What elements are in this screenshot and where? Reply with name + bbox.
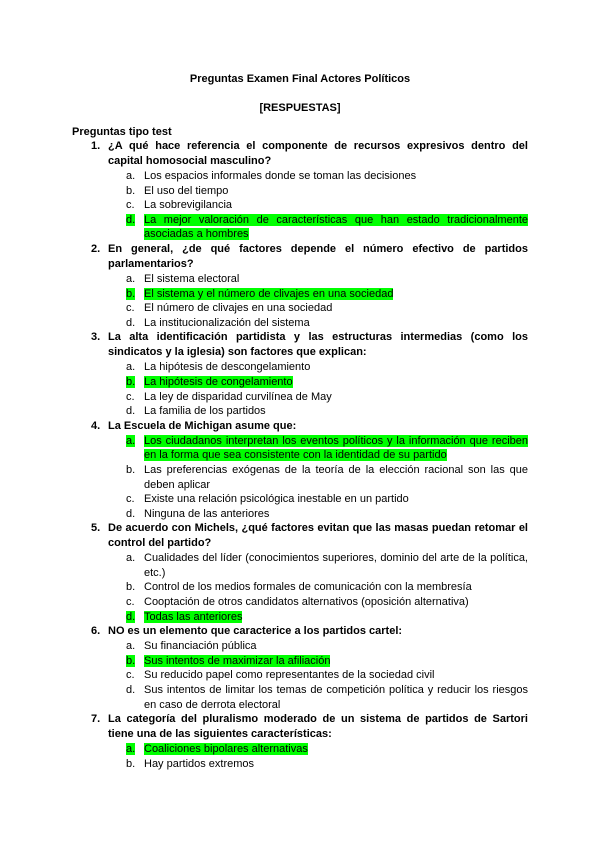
option-letter: d. (126, 213, 136, 226)
option-letter: a. (126, 552, 136, 565)
option-letter: a. (126, 640, 136, 653)
option-item (0, 316, 600, 331)
option-text: Sus intentos de limitar los temas de competición política y reducir los riesgos en caso de derrota electoral (144, 684, 528, 711)
option-letter: c. (126, 669, 135, 682)
option-text: Coaliciones bipolares alternativas (144, 743, 308, 756)
question-number: 3. (91, 331, 101, 344)
question-text: La categoría del pluralismo moderado de un sistema de partidos de Sartori tiene una de las siguientes características: (108, 713, 528, 741)
option-text: Existe una relación psicológica inestable en un partido (144, 493, 409, 506)
option-letter: b. (126, 287, 136, 300)
option-item (0, 301, 600, 316)
option-item (0, 595, 600, 610)
option-text: Cooptación de otros candidatos alternativos (oposición alternativa) (144, 596, 469, 609)
question-2 (0, 242, 600, 330)
correct-option (0, 654, 600, 669)
correct-option (0, 287, 600, 302)
option-text: La institucionalización del sistema (144, 316, 310, 329)
question-text: De acuerdo con Michels, ¿qué factores evitan que las masas puedan retomar el control del partido? (108, 522, 528, 550)
option-text: Todas las anteriores (144, 610, 243, 623)
correct-option (0, 742, 600, 757)
option-item (0, 272, 600, 287)
option-list (0, 639, 600, 712)
question-number: 6. (91, 625, 101, 638)
option-letter: a. (126, 743, 136, 756)
option-item (0, 169, 600, 184)
option-text: El sistema electoral (144, 272, 240, 285)
option-text: La hipótesis de descongelamiento (144, 361, 311, 374)
option-letter: d. (126, 316, 136, 329)
option-item (0, 390, 600, 405)
option-letter: a. (126, 272, 136, 285)
question-5 (0, 521, 600, 624)
question-text: En general, ¿de qué factores depende el número efectivo de partidos parlamentarios? (108, 242, 528, 270)
option-letter: d. (126, 507, 136, 520)
question-list (0, 139, 600, 771)
option-letter: a. (126, 170, 136, 182)
question-number: 2. (91, 242, 101, 255)
option-text: Los espacios informales donde se toman las decisiones (144, 170, 417, 182)
option-letter: c. (126, 596, 135, 609)
document-title: Preguntas Examen Final Actores Políticos (189, 73, 411, 85)
option-letter: a. (126, 434, 136, 447)
option-list (0, 551, 600, 624)
option-item (0, 463, 600, 492)
question-7 (0, 712, 600, 771)
option-letter: d. (126, 405, 136, 418)
option-text: Los ciudadanos interpretan los eventos políticos y la información que reciben en la forma que sea consistente con la identidad de su partido (144, 434, 528, 462)
option-list (0, 360, 600, 418)
option-text: La ley de disparidad curvilínea de May (144, 390, 332, 403)
question-number: 7. (91, 713, 101, 726)
option-item (0, 404, 600, 419)
option-text: La sobrevigilancia (144, 199, 233, 212)
correct-option (0, 610, 600, 625)
question-number: 4. (91, 419, 101, 432)
option-item (0, 198, 600, 213)
option-list (0, 434, 600, 522)
option-text: Cualidades del líder (conocimientos superiores, dominio del arte de la política, etc.) (144, 552, 528, 579)
option-list (0, 272, 600, 330)
option-letter: b. (126, 581, 136, 594)
option-text: Su reducido papel como representantes de la sociedad civil (144, 669, 435, 682)
option-text: Control de los medios formales de comunicación con la membresía (144, 581, 472, 594)
answers-heading: [RESPUESTAS] (259, 102, 341, 114)
option-text: Sus intentos de maximizar la afiliación (144, 654, 331, 667)
option-item (0, 668, 600, 683)
option-letter: b. (126, 654, 136, 667)
option-text: El número de clivajes en una sociedad (144, 302, 333, 315)
option-text: Hay partidos extremos (144, 757, 255, 770)
option-letter: c. (126, 302, 135, 315)
option-item (0, 580, 600, 595)
option-text: El uso del tiempo (144, 184, 229, 197)
correct-option (0, 434, 600, 463)
option-item (0, 184, 600, 199)
question-text: La Escuela de Michigan asume que: (108, 419, 297, 432)
option-letter: a. (126, 361, 136, 374)
option-item (0, 492, 600, 507)
option-letter: b. (126, 463, 136, 476)
option-letter: c. (126, 493, 135, 506)
option-text: La familia de los partidos (144, 405, 266, 418)
question-text: NO es un elemento que caracterice a los partidos cartel: (108, 625, 403, 638)
option-item (0, 757, 600, 772)
question-3 (0, 330, 600, 418)
option-list (0, 742, 600, 771)
option-item (0, 639, 600, 654)
option-letter: d. (126, 610, 136, 623)
option-text: Las preferencias exógenas de la teoría de la elección racional son las que deben aplicar (144, 463, 528, 491)
option-text: Ninguna de las anteriores (144, 507, 270, 520)
option-item (0, 551, 600, 580)
option-text: La mejor valoración de características que han estado tradicionalmente asociadas a hombres (144, 213, 528, 241)
option-list (0, 169, 600, 242)
question-text: ¿A qué hace referencia el componente de recursos expresivos dentro del capital homosocial masculino? (108, 140, 528, 167)
correct-option (0, 213, 600, 242)
option-letter: c. (126, 199, 135, 212)
option-letter: d. (126, 684, 136, 697)
question-number: 5. (91, 522, 101, 535)
option-letter: b. (126, 375, 136, 388)
section-label: Preguntas tipo test (72, 126, 172, 138)
question-number: 1. (91, 140, 101, 152)
option-text: Su financiación pública (144, 640, 257, 653)
question-text: La alta identificación partidista y las estructuras intermedias (como los sindicatos y la iglesia) son factores que explican: (108, 331, 528, 359)
option-item (0, 683, 600, 712)
option-item (0, 507, 600, 522)
correct-option (0, 375, 600, 390)
option-text: El sistema y el número de clivajes en una sociedad (144, 287, 394, 300)
option-letter: c. (126, 390, 135, 403)
option-letter: b. (126, 757, 136, 770)
question-4 (0, 419, 600, 522)
option-item (0, 360, 600, 375)
question-1 (0, 139, 600, 242)
option-text: La hipótesis de congelamiento (144, 375, 293, 388)
question-6 (0, 624, 600, 712)
option-letter: b. (126, 184, 136, 197)
